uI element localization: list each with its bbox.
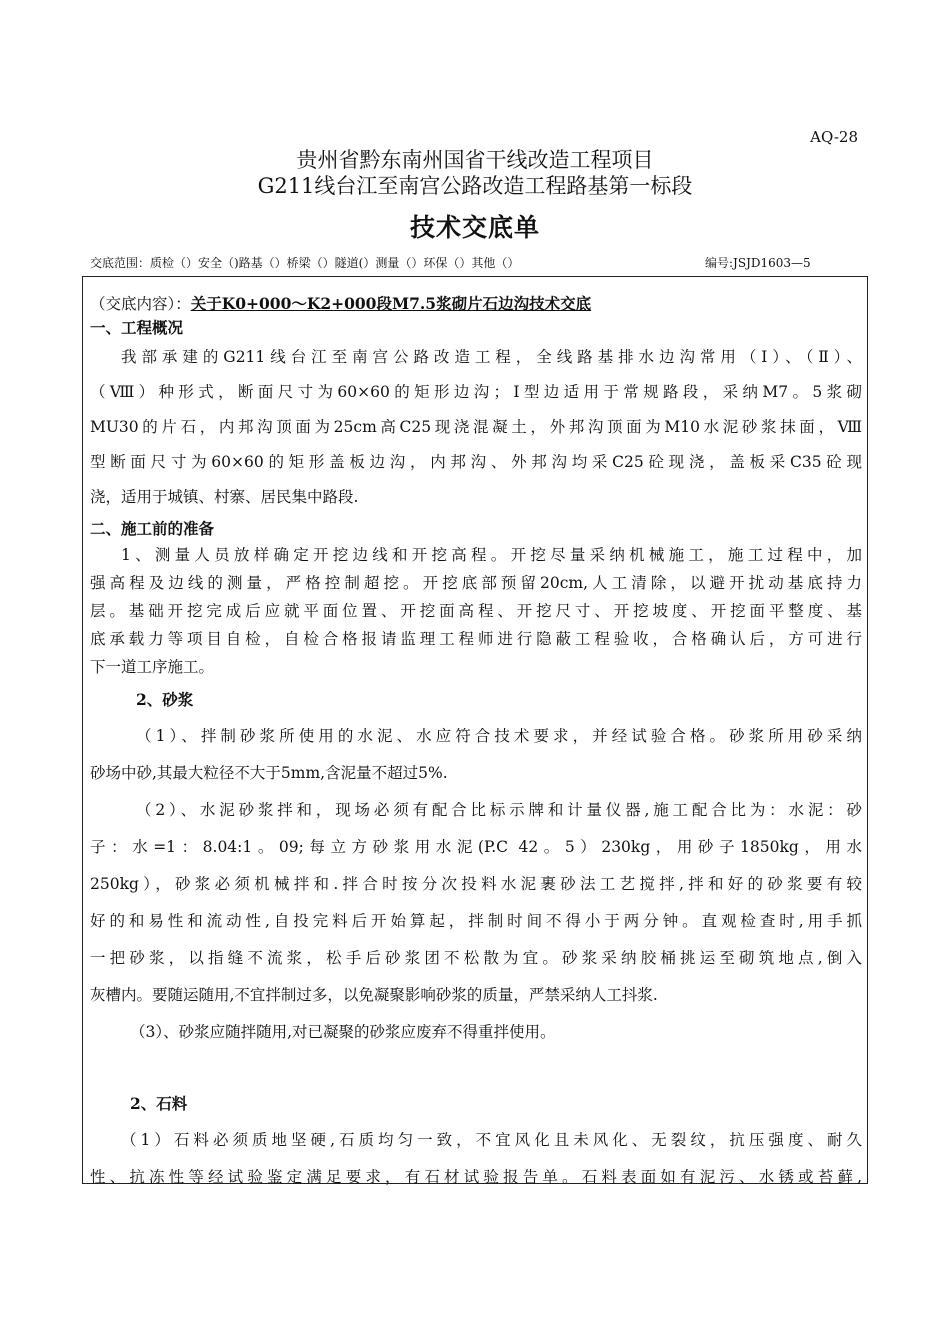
- mortar-p1-line-1: （1）、拌制砂浆所使用的水泥、水应符合技术要求，并经试验合格。砂浆所用砂采纳: [136, 727, 862, 745]
- mortar-p2-line-4: 好的和易性和流动性,自投完料后开始算起，拌制时间不得小于两分钟。直观检查时,用手抓: [90, 912, 862, 930]
- s2-line-2: 强高程及边线的测量，严格控制超挖。开挖底部预留20cm,人工清除，以避开扰动基底持力: [90, 574, 862, 592]
- section2-heading: 二、施工前的准备: [90, 519, 215, 538]
- stone-p1-line-2: 性、抗冻性等经试验鉴定满足要求，有石材试验报告单。石料表面如有泥污、水锈或苔藓,: [90, 1168, 862, 1186]
- disclosure-scope: 交底范围：质检（）安全（)路基（）桥梁（）隧道(）测量（）环保（）其他（）: [90, 256, 520, 270]
- intro-line: [90, 292, 862, 316]
- s2-line-3: 层。基础开挖完成后应就平面位置、开挖面高程、开挖尺寸、开挖坡度、开挖面平整度、基: [90, 602, 862, 620]
- mortar-heading: 2、砂浆: [136, 690, 194, 709]
- form-code: AQ-28: [810, 128, 858, 146]
- content-body: [90, 292, 862, 1196]
- s1-line-5: 浇，适用于城镇、村寨、居民集中路段.: [90, 488, 359, 506]
- s1-line-1: 我部承建的G211线台江至南宫公路改造工程，全线路基排水边沟常用（Ⅰ）、（Ⅱ）、: [121, 348, 862, 366]
- section-title: G211线台江至南宫公路改造工程路基第一标段: [257, 174, 693, 198]
- intro-subject: 关于K0+000～K2+000段M7.5浆砌片石边沟技术交底: [190, 294, 592, 313]
- mortar-p2-line-3: 250kg），砂浆必须机械拌和.拌合时按分次投料水泥裹砂法工艺搅拌,拌和好的砂浆要有较: [90, 875, 862, 893]
- mortar-p2-line-5: 一把砂浆，以指缝不流浆，松手后砂浆团不松散为宜。砂浆采纳胶桶挑运至砌筑地点,倒入: [90, 949, 862, 967]
- mortar-p3: （3）、砂浆应随拌随用,对已凝聚的砂浆应废弃不得重拌使用。: [130, 1023, 556, 1041]
- stone-heading: 2、石料: [130, 1094, 188, 1113]
- mortar-p2-line-2: 子：水=1：8.04:1。09;每立方砂浆用水泥(P.C 42。5）230kg，用砂子1850kg，用水: [90, 838, 862, 856]
- section1-heading: 一、工程概况: [90, 318, 184, 337]
- mortar-p2-line-6: 灰槽内。要随运随用,不宜拌制过多，以免凝聚影响砂浆的质量，严禁采纳人工抖浆.: [90, 986, 658, 1004]
- intro-prefix: （交底内容）：: [90, 295, 191, 313]
- s1-line-4: 型断面尺寸为60×60的矩形盖板边沟，内邦沟、外邦沟均采C25砼现浇，盖板采C35砼现: [90, 453, 862, 471]
- s1-line-3: MU30的片石，内邦沟顶面为25cm高C25现浇混凝土，外邦沟顶面为M10水泥砂浆抹面，Ⅷ: [90, 418, 862, 436]
- s2-line-4: 底承载力等项目自检，自检合格报请监理工程师进行隐蔽工程验收，合格确认后，方可进行: [90, 630, 862, 648]
- s1-line-2: （Ⅷ）种形式，断面尺寸为60×60的矩形边沟；Ⅰ型边适用于常规路段，采纳M7。5浆砌: [90, 383, 862, 401]
- project-title: 贵州省黔东南州国省干线改造工程项目: [296, 148, 654, 172]
- s2-line-1: 1、测量人员放样确定开挖边线和开挖高程。开挖尽量采纳机械施工，施工过程中，加: [121, 546, 862, 564]
- document-number: 编号:JSJD1603—5: [705, 256, 811, 270]
- s2-line-5: 下一道工序施工。: [90, 658, 215, 676]
- mortar-p1-line-2: 砂场中砂,其最大粒径不大于5mm,含泥量不超过5%.: [90, 764, 448, 782]
- document-title: 技术交底单: [409, 213, 540, 242]
- mortar-p2-line-1: （2）、水泥砂浆拌和，现场必须有配合比标示牌和计量仪器,施工配合比为：水泥：砂: [136, 801, 862, 819]
- stone-p1-line-1: （1）石料必须质地坚硬,石质均匀一致，不宜风化且未风化、无裂纹，抗压强度、耐久: [121, 1131, 862, 1149]
